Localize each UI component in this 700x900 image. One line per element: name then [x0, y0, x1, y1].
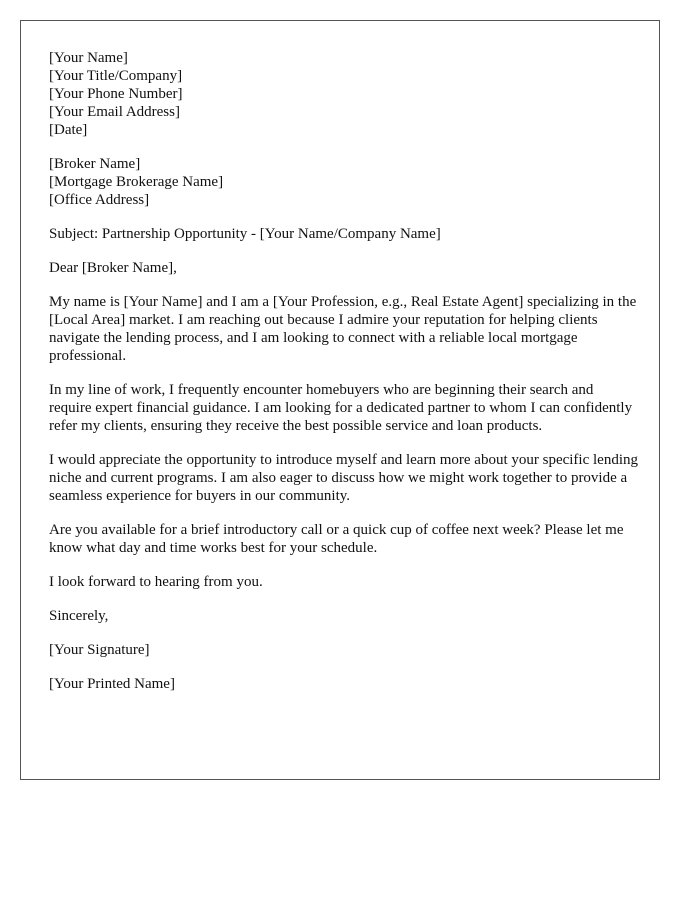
- letter-date: [Date]: [49, 122, 88, 138]
- letter-page: [20, 20, 660, 780]
- letter-body: [49, 49, 639, 709]
- body-paragraph-3: I would appreciate the opportunity to introduce myself and learn more about your specific lending niche and current programs. I am also eager to discuss how we might work together to provide a seamless experience for buyers in our community.: [49, 452, 638, 504]
- body-paragraph-5: I look forward to hearing from you.: [49, 574, 263, 590]
- body-paragraph-1: My name is [Your Name] and I am a [Your Profession, e.g., Real Estate Agent] specializing in the [Local Area] market. I am reaching out because I admire your reputation for helping clients navigate the lending process, and I am looking to connect with a reliable local mortgage professional.: [49, 294, 637, 364]
- body-paragraph-4: Are you available for a brief introductory call or a quick cup of coffee next week? Please let me know what day and time works best for your schedule.: [49, 522, 624, 556]
- sender-email: [Your Email Address]: [49, 104, 180, 120]
- printed-name: [Your Printed Name]: [49, 676, 175, 692]
- recipient-brokerage: [Mortgage Brokerage Name]: [49, 174, 224, 190]
- signature: [Your Signature]: [49, 642, 150, 658]
- recipient-block: [49, 155, 639, 209]
- recipient-name: [Broker Name]: [49, 156, 141, 172]
- closing: Sincerely,: [49, 608, 109, 624]
- sender-phone: [Your Phone Number]: [49, 86, 183, 102]
- sender-title-company: [Your Title/Company]: [49, 68, 183, 84]
- body-paragraph-2: In my line of work, I frequently encounter homebuyers who are beginning their search and require expert financial guidance. I am looking for a dedicated partner to whom I can confidently refer my clients, ensuring they receive the best possible service and loan products.: [49, 382, 633, 434]
- recipient-address: [Office Address]: [49, 192, 150, 208]
- sender-name: [Your Name]: [49, 50, 128, 66]
- sender-block: [49, 49, 639, 139]
- subject-line: Subject: Partnership Opportunity - [Your Name/Company Name]: [49, 226, 441, 242]
- salutation: Dear [Broker Name],: [49, 260, 177, 276]
